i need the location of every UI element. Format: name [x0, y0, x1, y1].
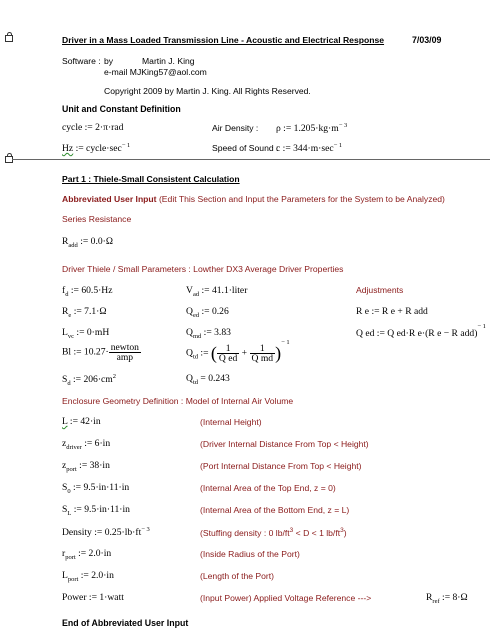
rref-definition[interactable]: $R_{ref}$ := 8·Ω	[426, 592, 468, 605]
bl-unit-fraction: $\frac{\text{newton}}{\text{amp}}$	[110, 342, 139, 363]
hz-symbol: Hz	[62, 143, 74, 155]
speed-definition[interactable]: c := $344\cdot m\cdot\sec^{- 1}$	[276, 142, 343, 155]
sd-definition[interactable]: $S_d$ := $206\cdot cm^2$	[62, 373, 117, 388]
lvc-definition[interactable]: $L_{vc}$ := 0·mH	[62, 327, 110, 340]
software-label: Software :	[62, 56, 101, 66]
l-port-definition[interactable]: $L_{port}$ := 2.0·in	[62, 570, 114, 583]
qed-definition[interactable]: $Q_{ed}$ := 0.26	[186, 306, 229, 319]
hz-definition[interactable]: Hz := $cycle\cdot\sec^{- 1}$	[62, 142, 131, 155]
enclosure-heading: Enclosure Geometry Definition : Model of Internal Air Volume	[62, 396, 294, 406]
radd-definition[interactable]: $R_{add}$ := 0.0·Ω	[62, 236, 113, 249]
abbrev-input-heading: Abbreviated User Input (Edit This Section and Input the Parameters for the System to be Analyzed)	[62, 194, 445, 204]
part1-title: Part 1 : Thiele-Small Consistent Calculation	[62, 174, 240, 184]
adjustments-label: Adjustments	[356, 285, 404, 295]
cycle-definition[interactable]: cycle := 2·π·rad	[62, 122, 124, 133]
re-adjustment[interactable]: R e := R e + R add	[356, 306, 428, 317]
region-lock-icon[interactable]	[5, 35, 13, 42]
document-date: 7/03/09	[412, 35, 442, 45]
sl-definition[interactable]: $S_L$ := 9.5·in·11·in	[62, 504, 130, 517]
copyright-text: Copyright 2009 by Martin J. King. All Rights Reserved.	[104, 86, 311, 96]
qmd-definition[interactable]: $Q_{md}$ := 3.83	[186, 327, 231, 340]
r-port-definition[interactable]: $r_{port}$ := 2.0·in	[62, 548, 112, 561]
by-label: by	[104, 56, 114, 66]
qtd-result: $Q_{td} = 0.243$	[186, 373, 230, 386]
internal-height-definition[interactable]: L := 42·in	[62, 416, 101, 427]
bl-definition[interactable]: Bl := 10.27· $\frac{\text{newton}}{\text{amp}}$	[62, 342, 139, 363]
qtd-definition[interactable]: $Q_{td}$ := ( $\frac{1}{\text{Q ed}}$ + $\frac{1}{\text{Q md}}$ )$^{- 1}$	[186, 338, 290, 364]
qed-adjustment[interactable]: Q ed := Q ed·R e·(R e − R add)$^{- 1}$	[356, 323, 486, 340]
internal-height-description: (Internal Height)	[200, 417, 262, 427]
end-abbrev-input-heading: End of Abbreviated User Input	[62, 618, 189, 628]
document-title: Driver in a Mass Loaded Transmission Line - Acoustic and Electrical Response	[62, 35, 385, 45]
z-driver-definition[interactable]: $z_{driver}$ := 6·in	[62, 438, 111, 451]
region-divider	[12, 159, 490, 160]
series-resistance-heading: Series Resistance	[62, 214, 132, 224]
fd-definition[interactable]: $f_d$ := 60.5·Hz	[62, 285, 113, 298]
author-email: e-mail MJKing57@aol.com	[104, 67, 207, 77]
s0-description: (Internal Area of the Top End, z = 0)	[200, 483, 336, 493]
air-density-label: Air Density :	[212, 123, 259, 133]
sl-description: (Internal Area of the Bottom End, z = L)	[200, 505, 350, 515]
power-description: (Input Power) Applied Voltage Reference --->	[200, 593, 372, 603]
density-description: (Stuffing density : 0 $lb/ft^3 < D < 1$ $lb/ft^3$)	[200, 527, 347, 538]
density-definition[interactable]: Density := $0.25\cdot lb\cdot ft^{- 3}$	[62, 526, 150, 539]
speed-label: Speed of Sound :	[212, 143, 279, 153]
s0-definition[interactable]: $S_0$ := 9.5·in·11·in	[62, 482, 130, 495]
air-density-definition[interactable]: ρ := $1.205\cdot kg\cdot m^{- 3}$	[276, 122, 348, 135]
power-definition[interactable]: Power := 1·watt	[62, 592, 124, 603]
z-driver-description: (Driver Internal Distance From Top < Height)	[200, 439, 369, 449]
z-port-description: (Port Internal Distance From Top < Height)	[200, 461, 362, 471]
z-port-definition[interactable]: $z_{port}$ := 38·in	[62, 460, 110, 473]
driver-params-heading: Driver Thiele / Small Parameters : Lowther DX3 Average Driver Properties	[62, 264, 344, 274]
author-name: Martin J. King	[142, 56, 195, 66]
l-port-description: (Length of the Port)	[200, 571, 275, 581]
units-heading: Unit and Constant Definition	[62, 104, 181, 114]
r-port-description: (Inside Radius of the Port)	[200, 549, 300, 559]
vad-definition[interactable]: $V_{ad}$ := 41.1·liter	[186, 285, 248, 298]
re-definition[interactable]: $R_e$ := 7.1·Ω	[62, 306, 107, 319]
